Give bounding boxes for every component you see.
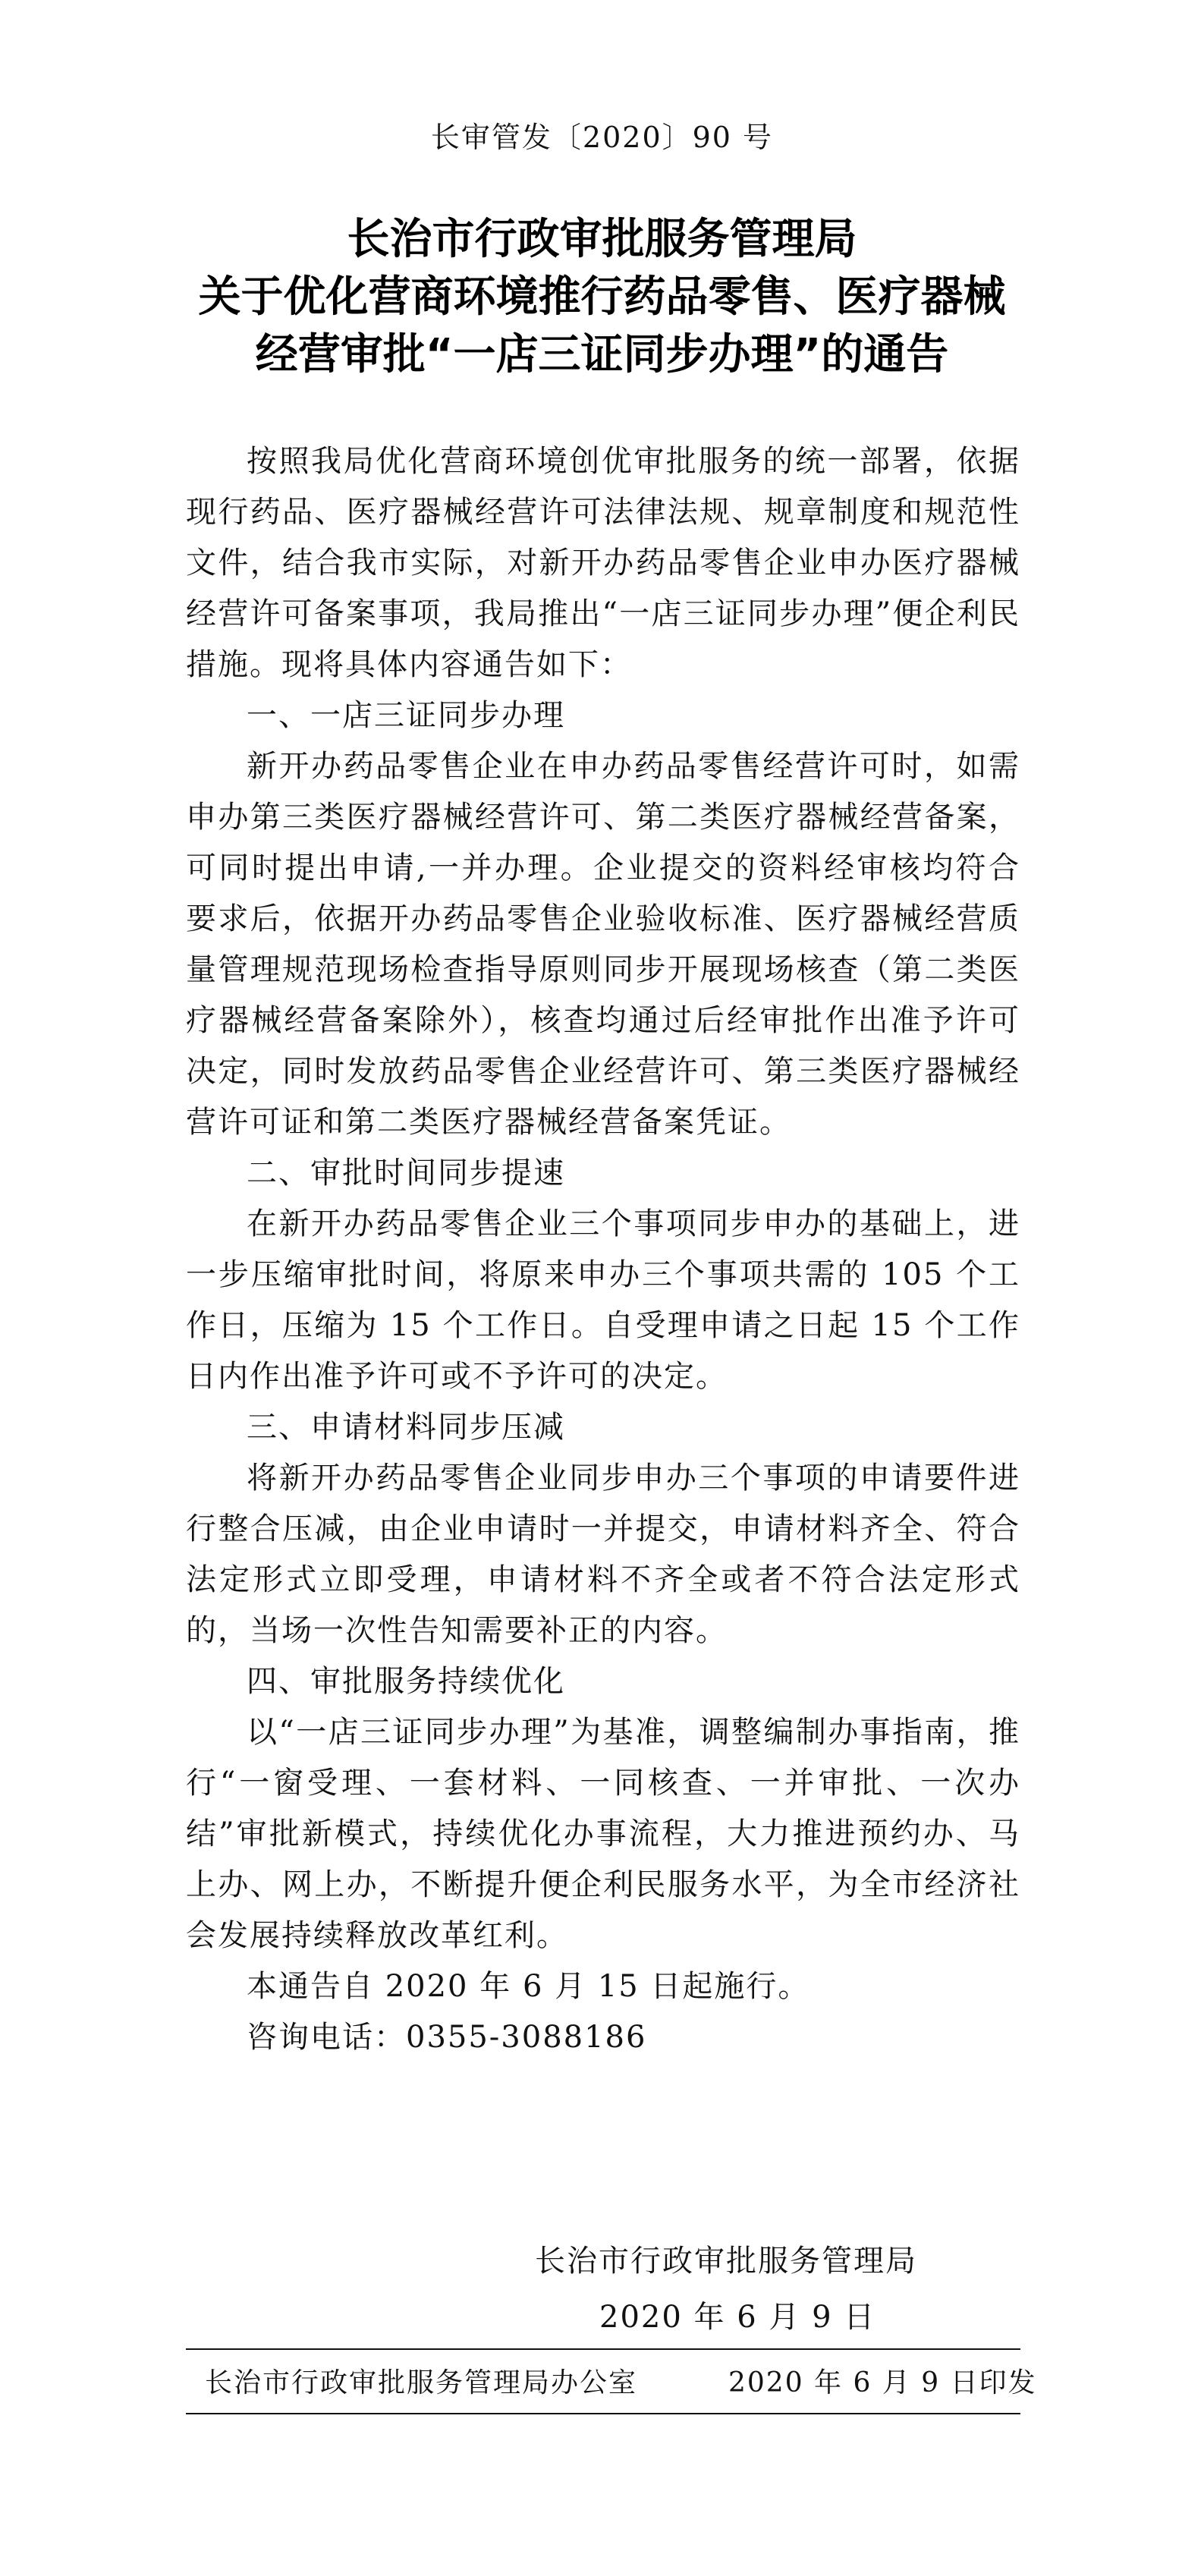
title-line-3: 经营审批“一店三证同步办理”的通告 xyxy=(255,330,949,379)
intro-paragraph: 按照我局优化营商环境创优审批服务的统一部署，依据现行药品、医疗器械经营许可法律法规、规章制度和规范性文件，结合我市实际，对新开办药品零售企业申办医疗器械经营许可备案事项，我局推出“一店三证同步办理”便企利民措施。现将具体内容通告如下： xyxy=(186,444,1020,682)
section-text-1: 新开办药品零售企业在申办药品零售经营许可时，如需申办第三类医疗器械经营许可、第二类医疗器械经营备案，可同时提出申请,一并办理。企业提交的资料经审核均符合要求后，依据开办药品零售企业验收标准、医疗器械经营质量管理规范现场检查指导原则同步开展现场核查（第二类医疗器械经营备案除外），核查均通过后经审批作出准予许可决定，同时发放药品零售企业经营许可、第三类医疗器械经营许可证和第二类医疗器械经营备案凭证。 xyxy=(186,749,1020,1140)
section-text-2: 在新开办药品零售企业三个事项同步申办的基础上，进一步压缩审批时间，将原来申办三个事项共需的 105 个工作日，压缩为 15 个工作日。自受理申请之日起 15 个工作日内作出准予许可或不予许可的决定。 xyxy=(186,1206,1020,1394)
footer-issuing-office: 长治市行政审批服务管理局办公室 xyxy=(205,2367,638,2398)
section-heading-2: 二、审批时间同步提速 xyxy=(247,1156,565,1190)
document-number: 长审管发〔2020〕90 号 xyxy=(430,121,774,154)
footer-bottom-rule xyxy=(186,2413,1020,2414)
section-heading-1: 一、一店三证同步办理 xyxy=(247,698,565,733)
section-text-3: 将新开办药品零售企业同步申办三个事项的申请要件进行整合压减，由企业申请时一并提交，申请材料齐全、符合法定形式立即受理，申请材料不齐全或者不符合法定形式的，当场一次性告知需要补正的内容。 xyxy=(186,1461,1020,1648)
section-text-4: 以“一店三证同步办理”为基准，调整编制办事指南，推行“一窗受理、一套材料、一同核查、一并审批、一次办结”审批新模式，持续优化办事流程，大力推进预约办、马上办、网上办，不断提升便企利民服务水平，为全市经济社会发展持续释放改革红利。 xyxy=(186,1715,1020,1953)
title-line-1: 长治市行政审批服务管理局 xyxy=(347,215,857,264)
section-heading-3: 三、申请材料同步压减 xyxy=(247,1410,565,1445)
effective-date-note: 本通告自 2020 年 6 月 15 日起施行。 xyxy=(247,1969,810,2004)
signature-organization: 长治市行政审批服务管理局 xyxy=(535,2244,917,2279)
footer-top-rule xyxy=(186,2348,1020,2350)
title-line-2: 关于优化营商环境推行药品零售、医疗器械 xyxy=(198,272,1006,322)
document-body xyxy=(186,436,1020,2063)
section-heading-4: 四、审批服务持续优化 xyxy=(247,1664,565,1699)
document-title xyxy=(0,211,1204,384)
footer-issue-date: 2020 年 6 月 9 日印发 xyxy=(728,2367,1037,2398)
contact-phone: 咨询电话：0355-3088186 xyxy=(247,2020,647,2055)
signature-date: 2020 年 6 月 9 日 xyxy=(599,2300,876,2335)
